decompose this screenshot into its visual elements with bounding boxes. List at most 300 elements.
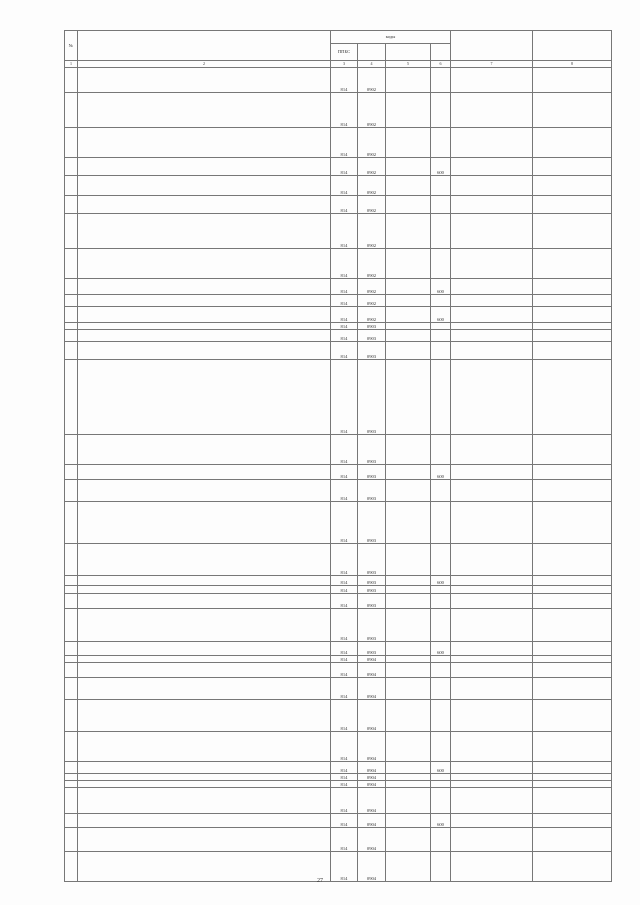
header-index-cell: 2 [78,61,331,68]
row-index [65,214,78,249]
row-target [386,279,431,295]
row-sum-2020 [451,663,533,678]
row-vid [431,663,451,678]
row-sum-2021 [533,128,612,158]
row-grbs: 814 [331,176,358,196]
row-name [78,732,331,762]
row-sum-2021 [533,732,612,762]
row-sum-2020 [451,295,533,307]
row-index [65,814,78,828]
row-target [386,176,431,196]
row-sum-2020 [451,128,533,158]
row-name [78,68,331,93]
row-sum-2021 [533,196,612,214]
row-target [386,295,431,307]
row-sum-2021 [533,214,612,249]
row-grbs: 814 [331,249,358,279]
table-row [65,700,612,732]
row-sum-2020 [451,576,533,586]
row-name [78,678,331,700]
row-sum-2020 [451,781,533,788]
row-razdel: 0904 [358,732,386,762]
row-index [65,295,78,307]
row-sum-2020 [451,323,533,330]
row-sum-2020 [451,656,533,663]
row-sum-2020 [451,544,533,576]
row-razdel: 0903 [358,576,386,586]
row-grbs: 814 [331,544,358,576]
row-target [386,586,431,594]
row-vid [431,788,451,814]
row-index [65,158,78,176]
row-name [78,700,331,732]
row-vid [431,68,451,93]
row-sum-2021 [533,279,612,295]
row-index [65,128,78,158]
header-sum-2020 [451,31,533,61]
table-row [65,762,612,774]
row-name [78,594,331,609]
row-grbs: 814 [331,762,358,774]
table-row [65,68,612,93]
table-row [65,128,612,158]
row-razdel: 0904 [358,762,386,774]
row-sum-2020 [451,330,533,342]
row-sum-2020 [451,196,533,214]
row-name [78,360,331,435]
row-razdel: 0904 [358,852,386,882]
row-target [386,762,431,774]
header-index-cell: 1 [65,61,78,68]
row-razdel: 0902 [358,68,386,93]
row-sum-2021 [533,176,612,196]
table-row [65,323,612,330]
row-razdel: 0904 [358,814,386,828]
row-name [78,158,331,176]
row-grbs: 814 [331,732,358,762]
row-razdel: 0902 [358,128,386,158]
row-name [78,788,331,814]
row-vid [431,502,451,544]
row-target [386,435,431,465]
row-target [386,576,431,586]
row-sum-2020 [451,852,533,882]
row-razdel: 0904 [358,663,386,678]
row-sum-2021 [533,700,612,732]
row-vid [431,480,451,502]
table-row [65,480,612,502]
row-sum-2020 [451,502,533,544]
row-vid: 600 [431,279,451,295]
row-vid [431,609,451,642]
row-vid [431,214,451,249]
header-index-cell: 5 [386,61,431,68]
header-codes: коды [331,31,451,44]
row-grbs: 814 [331,828,358,852]
row-index [65,307,78,323]
table-row [65,249,612,279]
row-sum-2020 [451,586,533,594]
row-sum-2021 [533,465,612,480]
row-sum-2020 [451,435,533,465]
row-vid [431,544,451,576]
row-grbs: 814 [331,214,358,249]
row-sum-2021 [533,93,612,128]
row-sum-2021 [533,814,612,828]
row-sum-2021 [533,342,612,360]
row-target [386,781,431,788]
row-index [65,781,78,788]
row-name [78,176,331,196]
row-target [386,700,431,732]
row-name [78,642,331,656]
row-razdel: 0903 [358,480,386,502]
row-sum-2020 [451,700,533,732]
row-index [65,544,78,576]
row-name [78,279,331,295]
row-razdel: 0902 [358,93,386,128]
row-name [78,214,331,249]
row-sum-2020 [451,642,533,656]
row-vid: 600 [431,465,451,480]
row-vid: 600 [431,642,451,656]
row-sum-2020 [451,279,533,295]
row-sum-2020 [451,609,533,642]
table-body [65,68,612,882]
row-grbs: 814 [331,360,358,435]
header-tselevaya [386,44,431,61]
row-name [78,249,331,279]
row-index [65,594,78,609]
row-target [386,663,431,678]
row-name [78,663,331,678]
row-grbs: 814 [331,323,358,330]
row-razdel: 0902 [358,295,386,307]
row-razdel: 0903 [358,642,386,656]
row-sum-2020 [451,360,533,435]
row-target [386,307,431,323]
row-vid [431,781,451,788]
page-number: 27 [317,878,323,884]
row-sum-2020 [451,678,533,700]
row-vid [431,435,451,465]
row-target [386,732,431,762]
row-sum-2020 [451,214,533,249]
row-name [78,330,331,342]
row-grbs: 814 [331,279,358,295]
row-razdel: 0902 [358,196,386,214]
row-index [65,609,78,642]
row-sum-2021 [533,576,612,586]
row-sum-2021 [533,158,612,176]
row-name [78,852,331,882]
header-name [78,31,331,61]
row-index [65,700,78,732]
row-index [65,502,78,544]
row-razdel: 0902 [358,307,386,323]
row-target [386,330,431,342]
row-target [386,158,431,176]
table-row [65,330,612,342]
row-sum-2021 [533,609,612,642]
row-vid: 600 [431,158,451,176]
row-name [78,781,331,788]
row-target [386,828,431,852]
row-sum-2021 [533,307,612,323]
row-grbs: 814 [331,700,358,732]
row-sum-2020 [451,732,533,762]
row-razdel: 0902 [358,249,386,279]
table-row [65,828,612,852]
row-vid [431,360,451,435]
table-row [65,176,612,196]
row-razdel: 0904 [358,656,386,663]
row-target [386,465,431,480]
row-sum-2020 [451,342,533,360]
header-index-cell: 6 [431,61,451,68]
header-index-cell: 3 [331,61,358,68]
row-name [78,307,331,323]
row-name [78,502,331,544]
row-sum-2021 [533,678,612,700]
table-row [65,544,612,576]
table-row [65,774,612,781]
row-razdel: 0903 [358,502,386,544]
row-vid [431,249,451,279]
row-target [386,342,431,360]
header-index-row [65,61,612,68]
row-target [386,214,431,249]
row-sum-2020 [451,480,533,502]
table-row [65,196,612,214]
row-grbs: 814 [331,814,358,828]
row-index [65,360,78,435]
row-razdel: 0904 [358,781,386,788]
table-row [65,307,612,323]
table-row [65,814,612,828]
row-razdel: 0902 [358,214,386,249]
row-name [78,544,331,576]
row-grbs: 814 [331,576,358,586]
row-target [386,544,431,576]
header-index-cell: 7 [451,61,533,68]
row-index [65,656,78,663]
row-grbs: 814 [331,781,358,788]
row-razdel: 0904 [358,828,386,852]
row-razdel: 0903 [358,360,386,435]
row-grbs: 814 [331,586,358,594]
row-index [65,323,78,330]
row-index [65,93,78,128]
row-vid [431,732,451,762]
table-row [65,663,612,678]
row-sum-2021 [533,330,612,342]
table-row [65,93,612,128]
table-row [65,502,612,544]
row-index [65,663,78,678]
row-target [386,642,431,656]
row-name [78,609,331,642]
row-name [78,814,331,828]
header-sum-2021 [533,31,612,61]
table-row [65,781,612,788]
row-vid [431,295,451,307]
row-sum-2021 [533,480,612,502]
row-name [78,196,331,214]
row-index [65,828,78,852]
row-sum-2020 [451,68,533,93]
row-razdel: 0903 [358,330,386,342]
row-sum-2020 [451,788,533,814]
row-sum-2020 [451,762,533,774]
row-target [386,360,431,435]
row-grbs: 814 [331,852,358,882]
row-grbs: 814 [331,128,358,158]
row-grbs: 814 [331,342,358,360]
row-vid [431,594,451,609]
row-vid [431,700,451,732]
row-index [65,68,78,93]
row-target [386,814,431,828]
row-sum-2020 [451,249,533,279]
row-name [78,93,331,128]
row-sum-2021 [533,295,612,307]
row-sum-2021 [533,781,612,788]
row-target [386,249,431,279]
row-grbs: 814 [331,435,358,465]
row-sum-2021 [533,323,612,330]
row-grbs: 814 [331,594,358,609]
row-vid [431,342,451,360]
table-row [65,279,612,295]
table-row [65,342,612,360]
row-name [78,576,331,586]
header-ppbs: ППБС [331,44,358,61]
table-row [65,732,612,762]
row-vid: 600 [431,814,451,828]
table-row [65,852,612,882]
row-target [386,609,431,642]
row-sum-2021 [533,852,612,882]
row-sum-2021 [533,774,612,781]
budget-table [64,30,612,882]
row-vid [431,678,451,700]
row-sum-2021 [533,828,612,852]
row-vid [431,196,451,214]
table-row [65,295,612,307]
row-sum-2021 [533,762,612,774]
row-index [65,678,78,700]
row-target [386,656,431,663]
row-grbs: 814 [331,307,358,323]
row-sum-2020 [451,158,533,176]
row-sum-2021 [533,544,612,576]
row-sum-2020 [451,594,533,609]
table-row [65,642,612,656]
row-razdel: 0902 [358,279,386,295]
row-razdel: 0902 [358,176,386,196]
row-vid [431,852,451,882]
row-grbs: 814 [331,68,358,93]
row-vid [431,828,451,852]
row-sum-2021 [533,435,612,465]
row-grbs: 814 [331,295,358,307]
row-target [386,678,431,700]
row-grbs: 814 [331,642,358,656]
row-grbs: 814 [331,196,358,214]
row-target [386,594,431,609]
row-vid [431,656,451,663]
row-sum-2020 [451,176,533,196]
row-razdel: 0903 [358,609,386,642]
row-vid [431,323,451,330]
table-row [65,609,612,642]
row-index [65,279,78,295]
row-sum-2020 [451,465,533,480]
row-sum-2021 [533,656,612,663]
row-grbs: 814 [331,774,358,781]
table-row [65,360,612,435]
row-sum-2020 [451,814,533,828]
row-razdel: 0903 [358,465,386,480]
row-index [65,762,78,774]
table-row [65,788,612,814]
row-name [78,774,331,781]
row-grbs: 814 [331,663,358,678]
row-name [78,480,331,502]
row-grbs: 814 [331,480,358,502]
row-name [78,828,331,852]
row-index [65,176,78,196]
row-name [78,656,331,663]
row-vid [431,93,451,128]
row-vid [431,586,451,594]
table-row [65,594,612,609]
row-razdel: 0902 [358,158,386,176]
table-row [65,465,612,480]
row-vid [431,176,451,196]
row-vid: 600 [431,762,451,774]
row-name [78,762,331,774]
table-row [65,158,612,176]
row-index [65,586,78,594]
row-grbs: 814 [331,788,358,814]
row-target [386,852,431,882]
row-index [65,435,78,465]
row-target [386,196,431,214]
row-sum-2021 [533,68,612,93]
row-name [78,465,331,480]
row-vid [431,330,451,342]
row-razdel: 0903 [358,594,386,609]
row-grbs: 814 [331,678,358,700]
header-razdel [358,44,386,61]
row-index [65,788,78,814]
row-sum-2021 [533,360,612,435]
row-vid: 600 [431,307,451,323]
row-grbs: 814 [331,93,358,128]
row-grbs: 814 [331,465,358,480]
row-sum-2021 [533,663,612,678]
row-razdel: 0903 [358,342,386,360]
row-index [65,196,78,214]
row-razdel: 0904 [358,678,386,700]
row-sum-2021 [533,249,612,279]
table-row [65,214,612,249]
row-index [65,465,78,480]
row-target [386,93,431,128]
row-razdel: 0903 [358,586,386,594]
